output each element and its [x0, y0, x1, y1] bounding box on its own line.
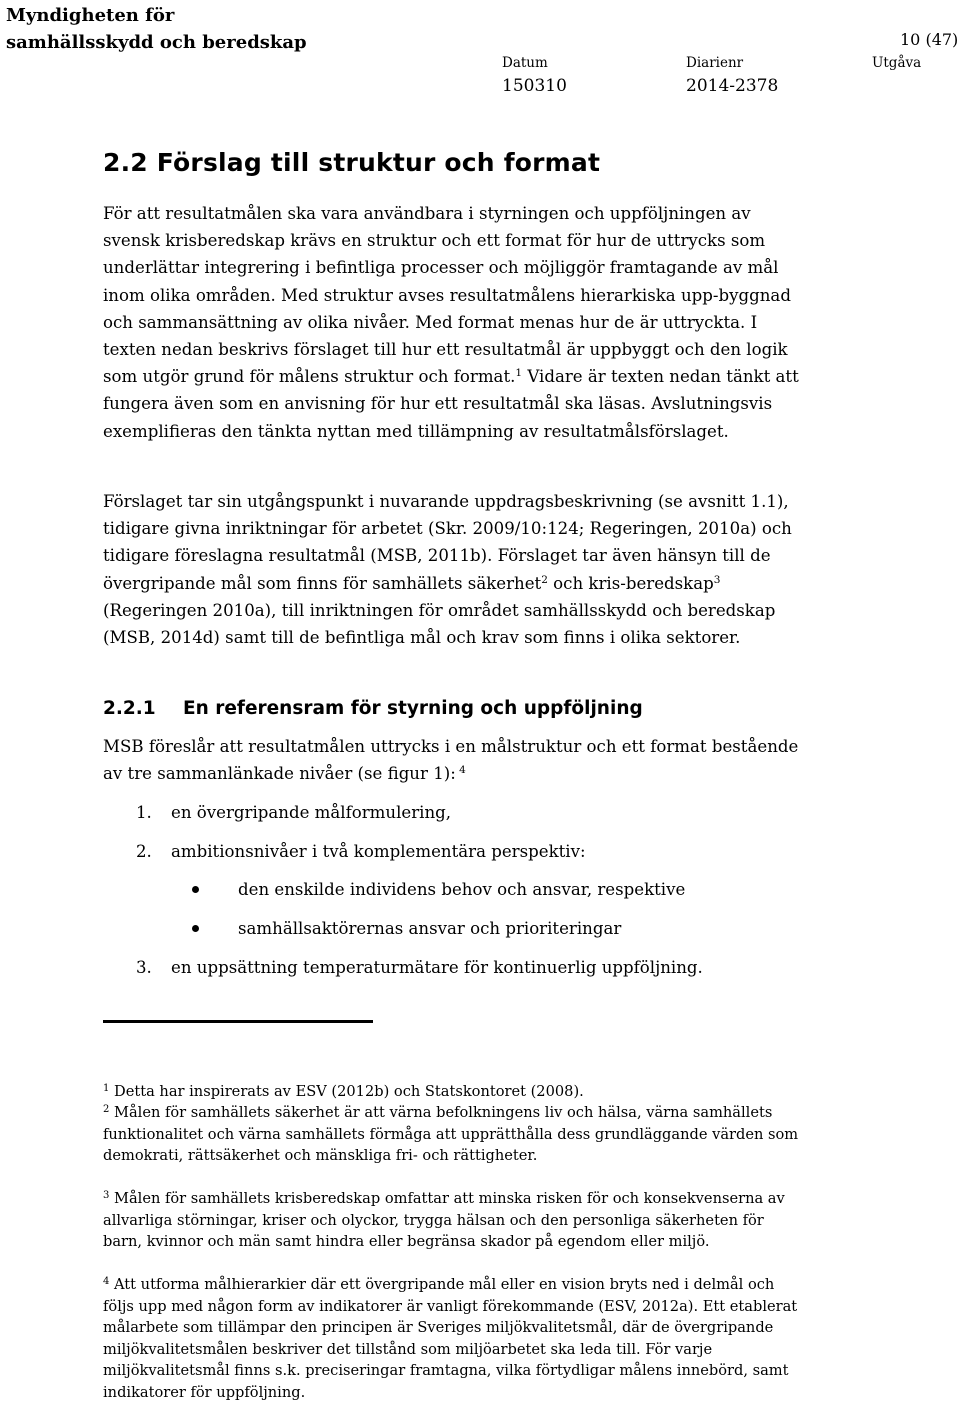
footnote-4-text: Att utforma målhierarkier där ett övergripande mål eller en vision bryts ned i delmål och följs upp med någon form av indikatorer är vanligt förekommande (ESV, 2012a). Ett etablerat målarbete som tillämpar den principen är Sveriges miljökvalitetsmål, där de övergripande miljökvalitetsmålen beskriver det tillstånd som miljöarbetet ska leda till. För varje miljökvalitetsmål finns s.k. preciseringar framtagna, vilka förtydligar målens innebörd, samt indikatorer för uppföljning. [103, 1276, 798, 1401]
list-item-3: en uppsättning temperaturmätare för kontinuerlig uppföljning. [171, 958, 703, 977]
subsection-intro [103, 733, 803, 787]
paragraph-basis-part-a: Förslaget tar sin utgångspunkt i nuvarande uppdragsbeskrivning (se avsnitt 1.1), tidigare givna inriktningar för arbetet (Skr. 2009/10:124; Regeringen, 2010a) och tidigare föreslagna resultatmål (MSB, 2011b). Förslaget tar även hänsyn till de övergripande mål som finns för samhällets säkerhet [103, 492, 792, 593]
datum-label: Datum [502, 55, 548, 71]
organization-name-line1: Myndigheten för [6, 5, 175, 26]
paragraph-basis-part-b: och kris-beredskap [547, 573, 714, 593]
footnote-1-text: Detta har inspirerats av ESV (2012b) och Statskontoret (2008). [109, 1083, 584, 1100]
footnote-1-number: 1 [103, 1083, 110, 1094]
bullet-item-2: samhällsaktörernas ansvar och prioriteringar [238, 919, 622, 938]
footnote-2-number: 2 [103, 1104, 110, 1115]
datum-value: 150310 [502, 76, 567, 96]
paragraph-basis [103, 488, 803, 651]
paragraph-basis-part-c: (Regeringen 2010a), till inriktningen för området samhällsskydd och beredskap (MSB, 2014d) samt till de befintliga mål och krav som finns i olika sektorer. [103, 600, 776, 648]
diarienr-label: Diarienr [686, 55, 744, 71]
footnote-separator [103, 1020, 373, 1023]
section-heading: 2.2 Förslag till struktur och format [103, 148, 601, 177]
footnote-ref-3: 3 [713, 573, 721, 586]
bullet-item-1: den enskilde individens behov och ansvar, respektive [238, 880, 686, 899]
footnote-4-number: 4 [103, 1276, 110, 1287]
paragraph-intro [103, 200, 803, 445]
paragraph-intro-part-b: Vidare är texten nedan tänkt att fungera även som en anvisning för hur ett resultatmål ska läsas. Avslutningsvis exemplifieras den tänkta nyttan med tillämpning av resultatmålsförslaget. [103, 367, 799, 441]
subsection-intro-text: MSB föreslår att resultatmålen uttrycks i en målstruktur och ett format bestående av tre sammanlänkade nivåer (se figur 1): [103, 737, 799, 784]
footnote-ref-1: 1 [515, 367, 523, 380]
bullet-dot-1 [192, 886, 199, 893]
footnote-3-number: 3 [103, 1190, 110, 1201]
subsection-title: En referensram för styrning och uppföljning [183, 698, 643, 719]
footnote-1 [103, 1081, 803, 1103]
diarienr-value: 2014-2378 [686, 76, 779, 96]
subsection-number: 2.2.1 [103, 698, 156, 719]
subsection-heading [103, 695, 643, 723]
list-number-2: 2. [136, 842, 152, 861]
list-number-1: 1. [136, 803, 152, 822]
footnote-ref-4: 4 [455, 764, 466, 777]
list-number-3: 3. [136, 958, 152, 977]
footnote-3-text: Målen för samhällets krisberedskap omfattar att minska risken för och konsekvenserna av allvarliga störningar, kriser och olyckor, trygga hälsan och den personliga säkerheten för barn, kvinnor och män samt hindra eller begränsa skador på egendom eller miljö. [103, 1190, 785, 1251]
footnote-ref-2: 2 [541, 573, 548, 586]
paragraph-intro-part-a: För att resultatmålen ska vara användbara i styrningen och uppföljningen av svensk krisberedskap krävs en struktur och ett format för hur de uttrycks som underlättar integrering i befintliga processer och möjliggör framtagande av mål inom olika områden. Med struktur avses resultatmålens hierarkiska upp-byggnad och sammansättning av olika nivåer. Med format menas hur de är uttryckta. I texten nedan beskrivs förslaget till hur ett resultatmål är uppbyggt och den logik som utgör grund för målens struktur och format. [103, 204, 791, 387]
footnote-4 [103, 1274, 803, 1404]
organization-name [6, 2, 307, 56]
footnote-3 [103, 1188, 803, 1253]
footnote-2-text: Målen för samhällets säkerhet är att värna befolkningens liv och hälsa, värna samhällets funktionalitet och värna samhällets förmåga att upprätthålla dess grundläggande värden som demokrati, rättsäkerhet och mänskliga fri- och rättigheter. [103, 1104, 799, 1165]
utgava-label: Utgåva [872, 55, 922, 71]
list-item-2: ambitionsnivåer i två komplementära perspektiv: [171, 842, 586, 861]
organization-name-line2: samhällsskydd och beredskap [6, 32, 307, 53]
page-number: 10 (47) [900, 30, 959, 49]
footnote-2 [103, 1102, 803, 1167]
list-item-1: en övergripande målformulering, [171, 803, 452, 822]
bullet-dot-2 [192, 925, 199, 932]
